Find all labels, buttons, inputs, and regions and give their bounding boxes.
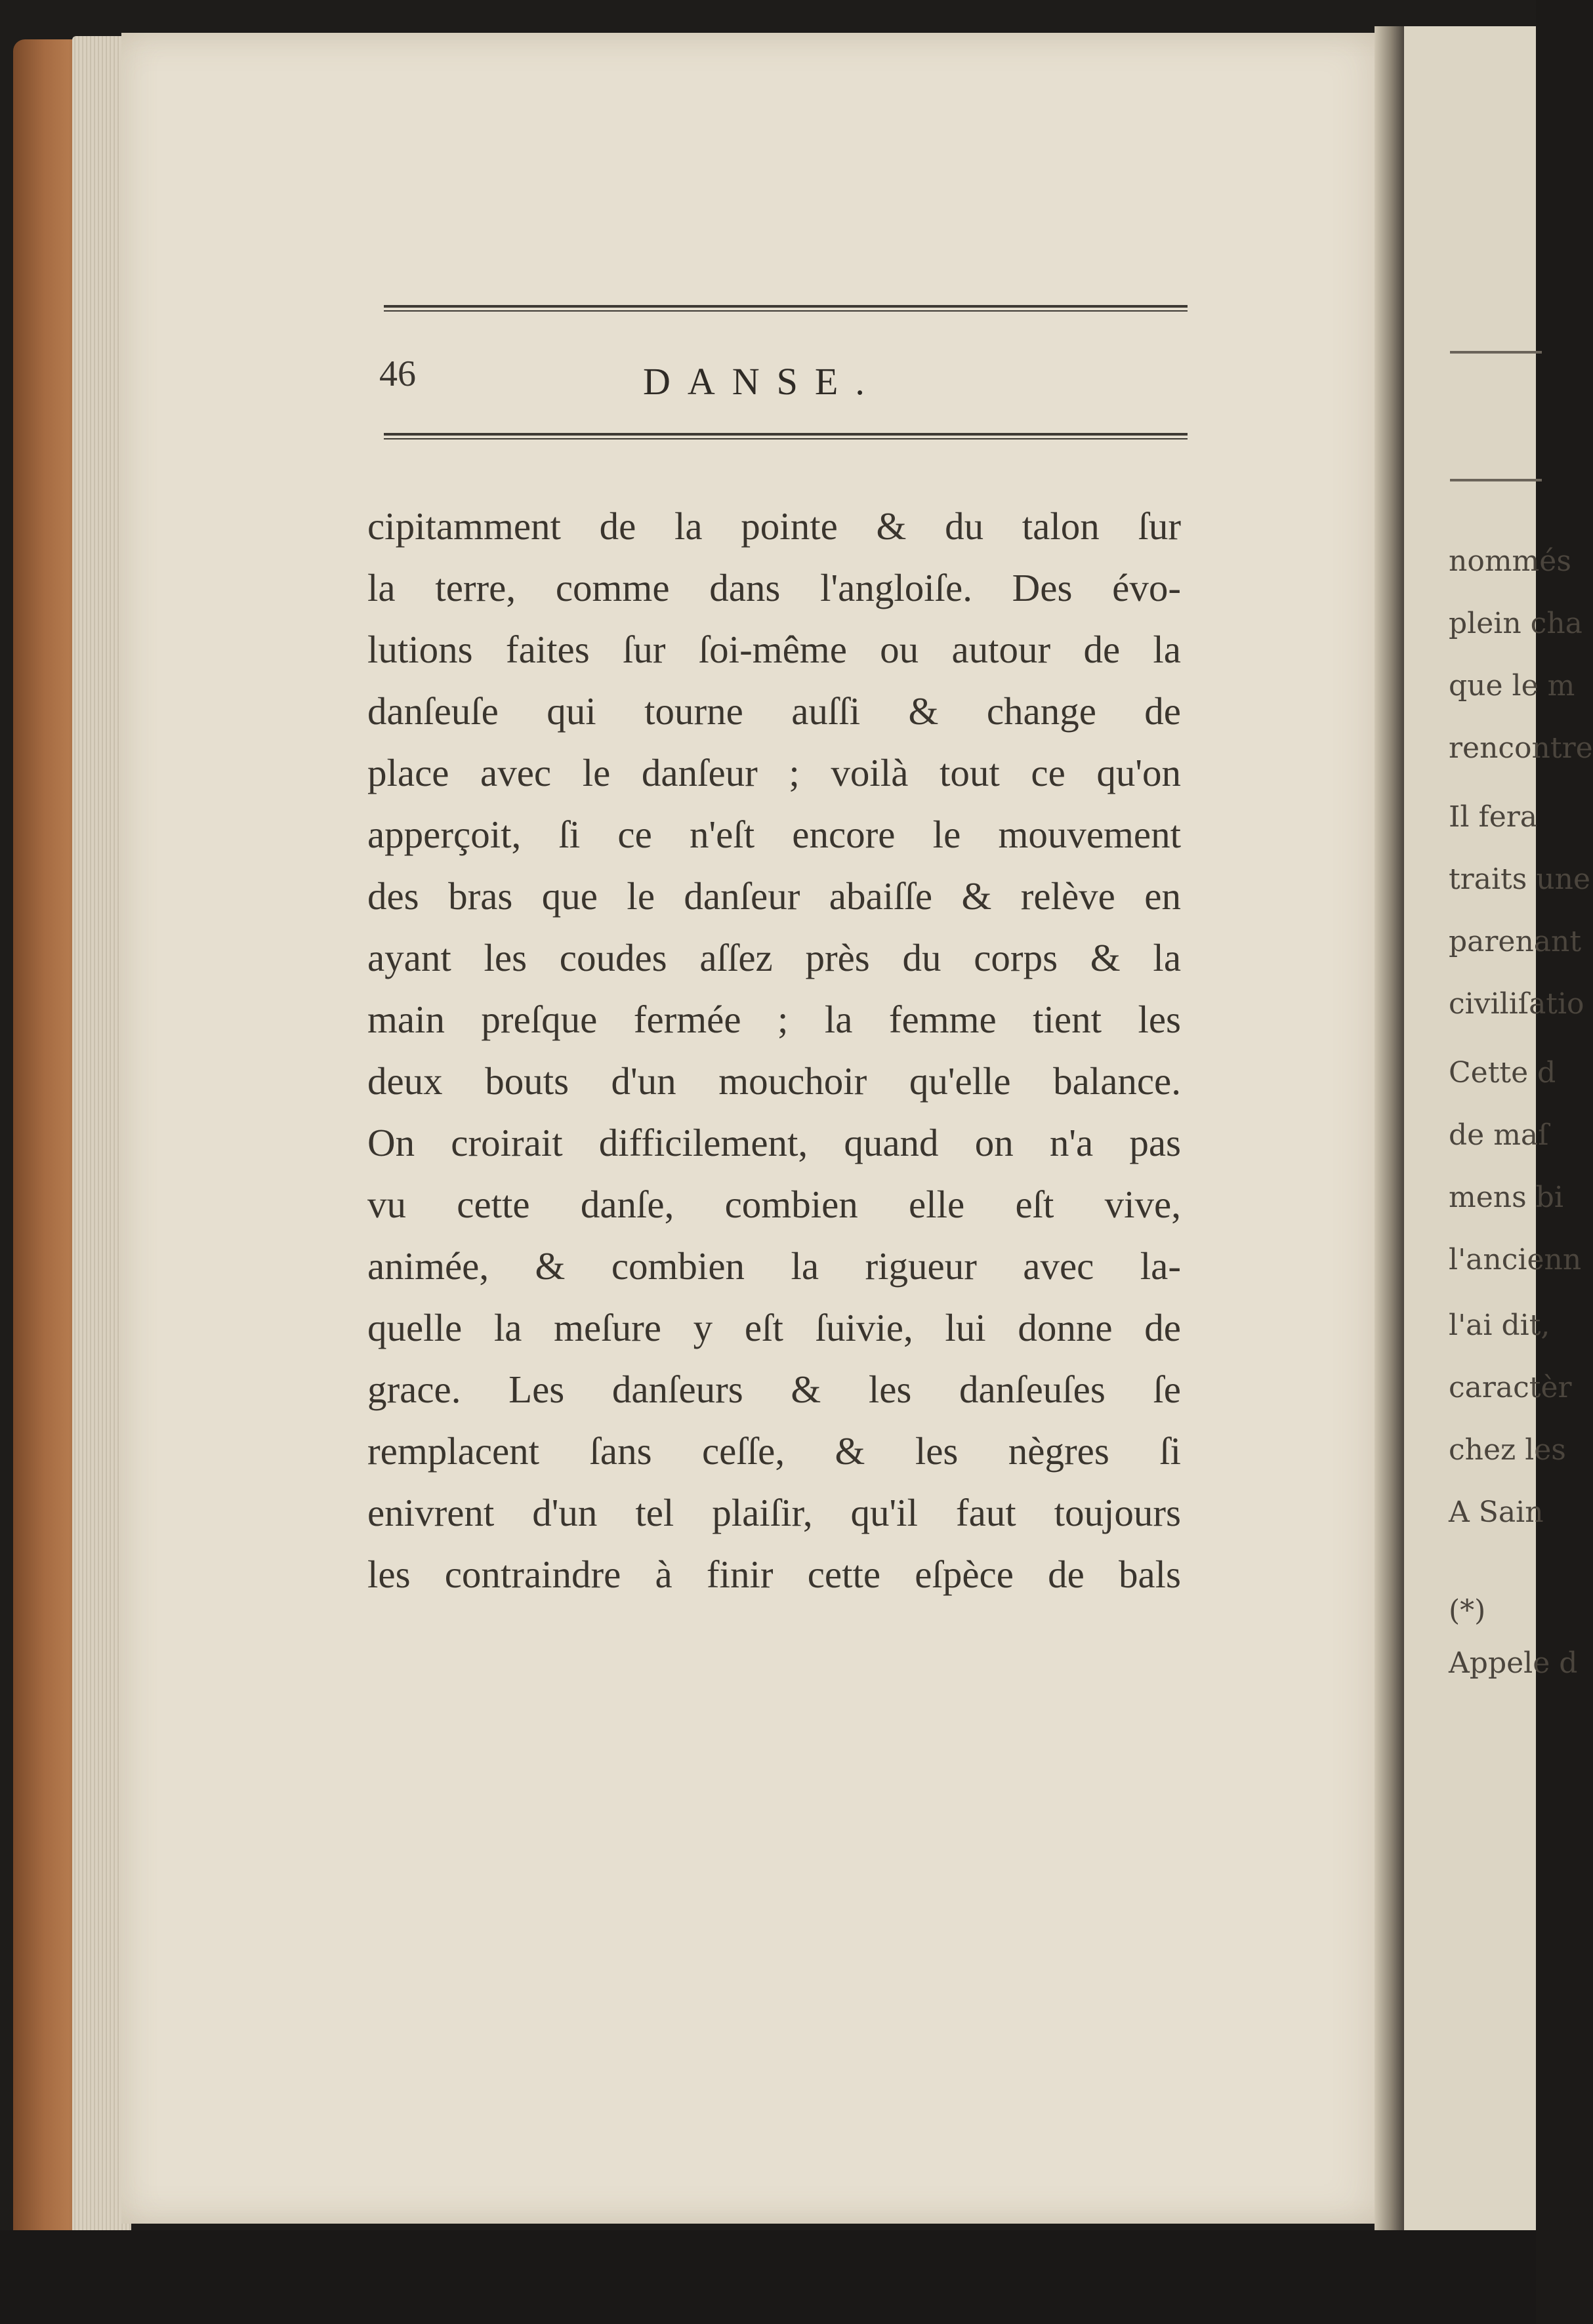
facing-fragment: plein cha <box>1449 607 1583 640</box>
facing-footnote-mark: (*) <box>1449 1594 1486 1627</box>
text-line: main preſque fermée ; la femme tient les <box>367 998 1181 1041</box>
body-text <box>367 495 1181 1605</box>
text-line: enivrent d'un tel plaiſir, qu'il faut toujours <box>367 1491 1181 1534</box>
facing-fragment: l'ancienn <box>1449 1243 1582 1276</box>
text-line: les contraindre à finir cette eſpèce de bals <box>367 1553 1181 1596</box>
page-number: 46 <box>379 354 416 394</box>
facing-fragment: caractèr <box>1449 1371 1572 1404</box>
header-rule-top <box>384 305 1188 312</box>
facing-fragment: civiliſatio <box>1449 987 1584 1021</box>
facing-fragment: Cette d <box>1449 1056 1556 1090</box>
text-line: On croirait difficilement, quand on n'a pas <box>367 1121 1181 1164</box>
scan-background <box>0 2230 1536 2324</box>
facing-fragment: traits une <box>1449 863 1590 896</box>
facing-fragment: chez les <box>1449 1433 1566 1467</box>
text-line: vu cette danſe, combien elle eſt vive, <box>367 1183 1181 1226</box>
text-line: cipitamment de la pointe & du talon ſur <box>367 504 1181 548</box>
header-rule-bottom <box>384 433 1188 439</box>
facing-fragment: nommés <box>1449 544 1571 578</box>
text-line: la terre, comme dans l'angloiſe. Des évo- <box>367 566 1181 609</box>
facing-header-rule-top <box>1450 351 1542 354</box>
text-line: animée, & combien la rigueur avec la- <box>367 1244 1181 1288</box>
facing-fragment: que le m <box>1449 669 1575 703</box>
text-line: grace. Les danſeurs & les danſeuſes ſe <box>367 1368 1181 1411</box>
facing-fragment: rencontre <box>1449 731 1593 765</box>
text-line: danſeuſe qui tourne auſſi & change de <box>367 689 1181 733</box>
text-line: lutions faites ſur ſoi-même ou autour de la <box>367 628 1181 671</box>
text-line: apperçoit, ſi ce n'eſt encore le mouvement <box>367 813 1181 856</box>
text-line: place avec le danſeur ; voilà tout ce qu'on <box>367 751 1181 794</box>
facing-header-rule-bottom <box>1450 479 1542 481</box>
facing-fragment: A Sain <box>1449 1496 1544 1529</box>
text-line: des bras que le danſeur abaiſſe & relève en <box>367 874 1181 918</box>
text-line: remplacent ſans ceſſe, & les nègres ſi <box>367 1429 1181 1473</box>
facing-fragment: parenant <box>1449 925 1582 958</box>
text-line: ayant les coudes aſſez près du corps & la <box>367 936 1181 979</box>
facing-fragment: Appele d <box>1449 1646 1578 1680</box>
text-line: deux bouts d'un mouchoir qu'elle balance. <box>367 1059 1181 1103</box>
facing-fragment: de maſ <box>1449 1118 1549 1152</box>
running-head: DANSE. <box>643 360 882 403</box>
facing-page <box>1404 26 1593 2256</box>
facing-fragment: Il fera <box>1449 800 1538 834</box>
text-line: quelle la meſure y eſt ſuivie, lui donne de <box>367 1306 1181 1349</box>
facing-fragment: l'ai dit, <box>1449 1309 1550 1342</box>
book-gutter <box>1375 26 1407 2256</box>
facing-fragment: mens bi <box>1449 1181 1563 1214</box>
